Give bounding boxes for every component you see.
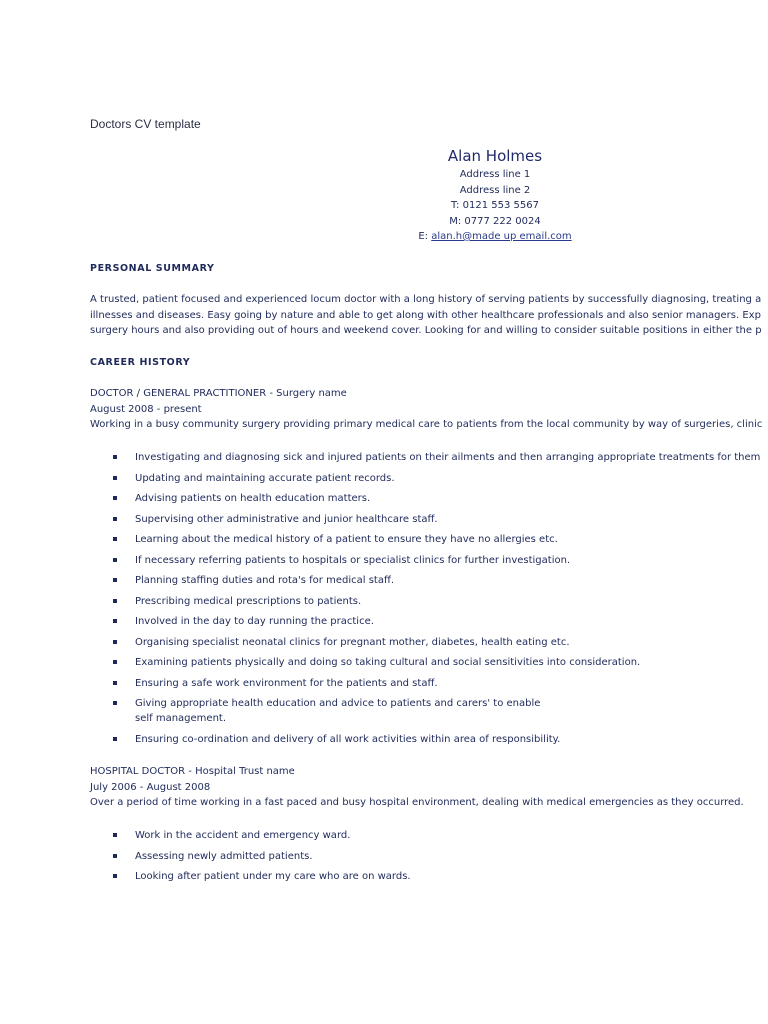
list-item: Involved in the day to day running the practice. bbox=[110, 614, 760, 629]
list-item: Advising patients on health education matters. bbox=[110, 491, 760, 506]
bullet-icon bbox=[113, 578, 117, 582]
bullet-icon bbox=[113, 476, 117, 480]
list-item: Prescribing medical prescriptions to patients. bbox=[110, 594, 760, 609]
contact-header bbox=[380, 146, 610, 245]
mobile: M: 0777 222 0024 bbox=[449, 215, 541, 227]
job-header bbox=[90, 764, 744, 811]
bullet-icon bbox=[113, 660, 117, 664]
email-link[interactable]: alan.h@made up email.com bbox=[431, 231, 572, 242]
address-line-2: Address line 2 bbox=[459, 184, 531, 196]
job-duties-list bbox=[110, 450, 760, 752]
job-dates: July 2006 - August 2008 bbox=[90, 781, 211, 793]
job-dates: August 2008 - present bbox=[90, 403, 202, 415]
bullet-icon bbox=[113, 517, 117, 521]
job-title: DOCTOR / GENERAL PRACTITIONER - Surgery name bbox=[90, 388, 347, 399]
bullet-icon bbox=[113, 874, 117, 878]
bullet-icon bbox=[113, 537, 117, 541]
document-title: Doctors CV template bbox=[90, 117, 201, 131]
email-prefix: E: bbox=[418, 231, 432, 242]
bullet-icon bbox=[113, 833, 117, 837]
personal-summary-text bbox=[90, 292, 762, 339]
bullet-icon bbox=[113, 455, 117, 459]
list-item: Organising specialist neonatal clinics for pregnant mother, diabetes, health eating etc. bbox=[110, 635, 760, 650]
list-item: Work in the accident and emergency ward. bbox=[110, 828, 411, 843]
career-history-heading: CAREER HISTORY bbox=[90, 357, 191, 368]
list-item: Examining patients physically and doing so taking cultural and social sensitivities into consideration. bbox=[110, 655, 760, 670]
summary-line: surgery hours and also providing out of hours and weekend cover. Looking for and willing to consider suitable positions in either the p bbox=[90, 325, 762, 336]
list-item: Updating and maintaining accurate patient records. bbox=[110, 471, 760, 486]
bullet-icon bbox=[113, 737, 117, 741]
list-item: Planning staffing duties and rota's for medical staff. bbox=[110, 573, 760, 588]
bullet-icon bbox=[113, 599, 117, 603]
job-description: Working in a busy community surgery providing primary medical care to patients from the local community by way of surgeries, clinic bbox=[90, 419, 763, 430]
address-line-1: Address line 1 bbox=[459, 169, 531, 180]
bullet-icon bbox=[113, 496, 117, 500]
bullet-icon bbox=[113, 640, 117, 644]
list-item: Learning about the medical history of a patient to ensure they have no allergies etc. bbox=[110, 532, 760, 547]
job-description: Over a period of time working in a fast paced and busy hospital environment, dealing with medical emergencies as they occurred. bbox=[90, 797, 744, 808]
summary-line: A trusted, patient focused and experienced locum doctor with a long history of serving patients by successfully diagnosing, treating a bbox=[90, 294, 762, 305]
list-item: Supervising other administrative and junior healthcare staff. bbox=[110, 512, 760, 527]
summary-line: illnesses and diseases. Easy going by nature and able to get along with other healthcare professionals and also senior managers. Exp bbox=[90, 309, 761, 321]
email-line bbox=[380, 229, 610, 245]
list-item: Looking after patient under my care who are on wards. bbox=[110, 869, 411, 884]
job-header bbox=[90, 386, 762, 433]
bullet-icon bbox=[113, 558, 117, 562]
list-item: Assessing newly admitted patients. bbox=[110, 849, 411, 864]
bullet-icon bbox=[113, 854, 117, 858]
list-item: Giving appropriate health education and advice to patients and carers' to enable self management. bbox=[110, 696, 760, 726]
list-item: Investigating and diagnosing sick and injured patients on their ailments and then arranging appropriate treatments for them bbox=[110, 450, 760, 465]
bullet-icon bbox=[113, 619, 117, 623]
list-item: Ensuring co-ordination and delivery of all work activities within area of responsibility. bbox=[110, 732, 760, 747]
job-title: HOSPITAL DOCTOR - Hospital Trust name bbox=[90, 766, 295, 777]
telephone: T: 0121 553 5567 bbox=[451, 200, 539, 211]
bullet-icon bbox=[113, 701, 117, 705]
list-item: If necessary referring patients to hospitals or specialist clinics for further investigation. bbox=[110, 553, 760, 568]
job-duties-list bbox=[110, 828, 411, 890]
candidate-name: Alan Holmes bbox=[447, 147, 543, 165]
personal-summary-heading: PERSONAL SUMMARY bbox=[90, 263, 215, 274]
bullet-icon bbox=[113, 681, 117, 685]
list-item: Ensuring a safe work environment for the patients and staff. bbox=[110, 676, 760, 691]
